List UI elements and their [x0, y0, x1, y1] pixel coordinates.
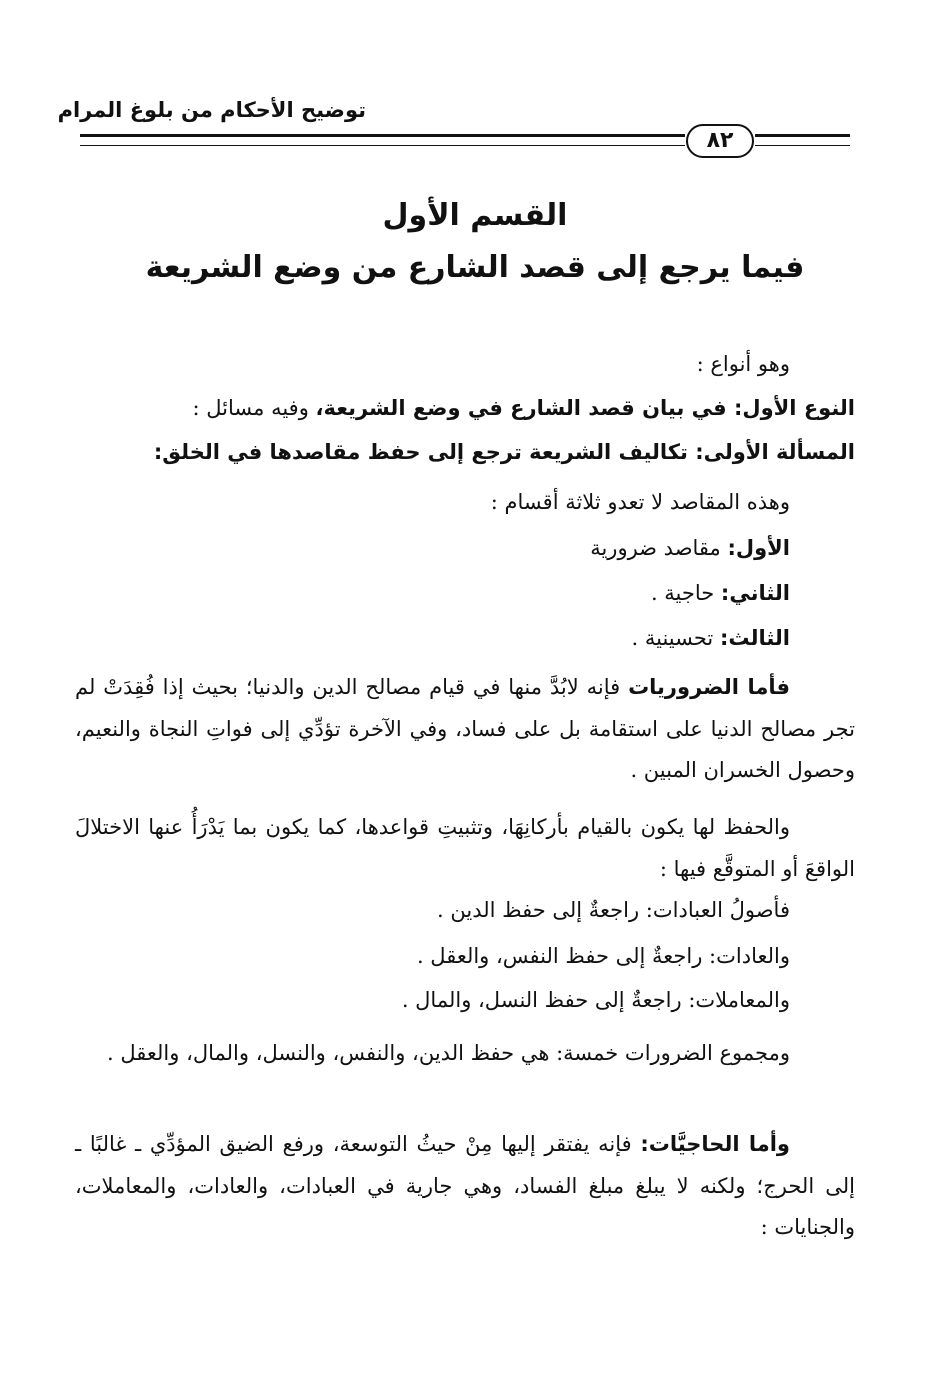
third-label: الثالث:: [719, 626, 790, 650]
section-heading: القسم الأول: [382, 198, 568, 233]
ibadat-line: [437, 898, 790, 922]
paragraph-daruriyat: [75, 667, 855, 792]
first-part-line: [590, 536, 790, 560]
second-text: حاجية .: [650, 581, 721, 605]
muamalat-text: والمعاملات: راجعةٌ إلى حفظ النسل، والمال .: [401, 988, 790, 1012]
header-rule-left-top: [80, 134, 685, 137]
hajiyat-label: وأما الحاجيَّات:: [640, 1132, 790, 1156]
daruriyat-label: فأما الضروريات: [628, 675, 790, 699]
three-parts-text: وهذه المقاصد لا تعدو ثلاثة أقسام :: [490, 490, 790, 514]
issue1-label: المسألة الأولى:: [695, 440, 855, 464]
adat-text: والعادات: راجعةٌ إلى حفظ النفس، والعقل .: [416, 944, 790, 968]
type1-rest: وفيه مسائل :: [192, 396, 316, 420]
type1-label: النوع الأول:: [734, 396, 855, 420]
header-rule-right-bottom: [755, 145, 850, 146]
first-label: الأول:: [727, 536, 790, 560]
muamalat-line: [402, 988, 790, 1012]
second-part-line: [651, 581, 790, 605]
majmu-text: ومجموع الضرورات خمسة: هي حفظ الدين، والنفس، والنسل، والمال، والعقل .: [107, 1041, 790, 1065]
ibadat-text: فأصولُ العبادات: راجعةٌ إلى حفظ الدين .: [437, 898, 790, 922]
hajiyat-text: فإنه يفتقر إليها مِنْ حيثُ التوسعة، ورفع الضيق المؤدِّي ـ غالبًا ـ إلى الحرج؛ ولكنه لا يبلغ مبلغ الفساد، وهي جارية في العبادات، والعادات، والمعاملات، والجنايات :: [75, 1132, 855, 1239]
issue1-bold: تكاليف الشريعة ترجع إلى حفظ مقاصدها في الخلق:: [153, 440, 696, 464]
three-parts-line: [491, 490, 790, 514]
page-number: ٨٢: [686, 124, 754, 158]
header-rule-right-top: [755, 134, 850, 137]
first-text: مقاصد ضرورية: [590, 536, 728, 560]
issue1-line: [154, 440, 855, 464]
adat-line: [417, 944, 790, 968]
third-text: تحسينية .: [631, 626, 720, 650]
paragraph-majmu: [75, 1033, 855, 1075]
paragraph-hifz: [75, 807, 855, 890]
type1-bold: في بيان قصد الشارع في وضع الشريعة،: [315, 396, 734, 420]
section-subtitle: فيما يرجع إلى قصد الشارع من وضع الشريعة: [145, 250, 805, 285]
paragraph-hajiyat: [75, 1124, 855, 1249]
header-rule-left-bottom: [80, 145, 685, 146]
running-title: توضيح الأحكام من بلوغ المرام: [57, 98, 366, 122]
second-label: الثاني:: [720, 581, 790, 605]
type1-line: [193, 396, 855, 420]
intro-line: [697, 352, 790, 376]
third-part-line: [632, 626, 791, 650]
hifz-text: والحفظ لها يكون بالقيام بأركانِهَا، وتثبيتِ قواعدها، كما يكون بما يَدْرَأُ عنها الاختلالَ الواقعَ أو المتوقَّع فيها :: [75, 815, 855, 881]
intro-text: وهو أنواع :: [696, 352, 790, 376]
daruriyat-text: فإنه لابُدَّ منها في قيام مصالح الدين والدنيا؛ بحيث إذا فُقِدَتْ لم تجر مصالح الدنيا على استقامة بل على فساد، وفي الآخرة تؤدِّي إلى فواتِ النجاة والنعيم، وحصول الخسران المبين .: [75, 675, 855, 782]
